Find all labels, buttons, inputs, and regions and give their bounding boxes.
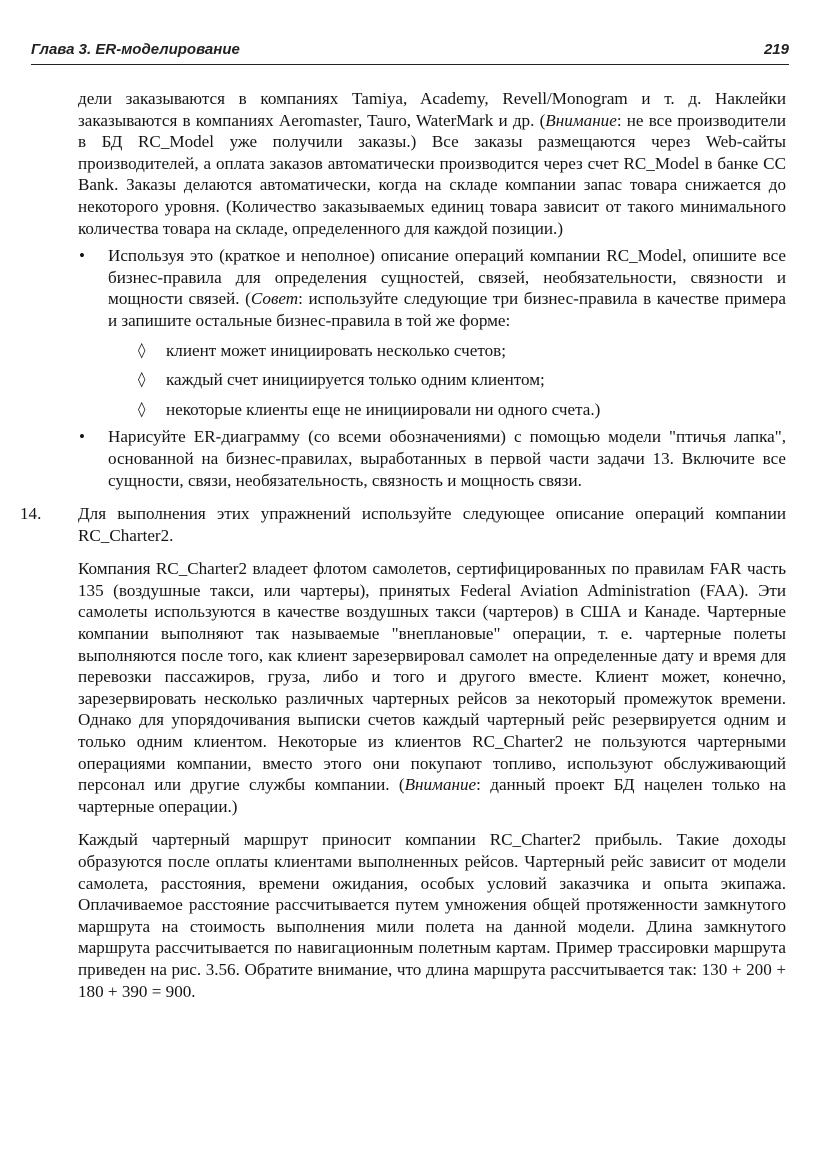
charter-text-1b: : данный проект БД нацелен только на чартерные операции.) (78, 775, 787, 816)
intro-text-1: дели заказываются в компаниях Tamiya, Academy, Revell/Monogram и т. д. Наклейки заказываются в компаниях Aeromaster, Tauro, WaterMark и др. ( (78, 89, 786, 130)
bullet-item-er-diagram (78, 426, 786, 491)
body-text (20, 88, 787, 1002)
bullet1-text-1: Используя это (краткое и неполное) описание операций компании RC_Model, опишите все бизнес-правила для определения сущностей, связей, необязательности, связности и мощности связей. ( (108, 246, 786, 309)
chapter-title: Глава 3. ER-моделирование (31, 41, 240, 58)
tip-label: Совет (250, 289, 299, 309)
intro-text-2: : не все производители в БД RC_Model уже получили заказы.) Все заказы размещаются через Web-сайты производителей, а оплата заказов автоматически производится через счет RC_Model в банке CC Bank. Заказы делаются автоматически, когда на складе компании запас товара снижается до некоторого уровня. (Количество заказываемых единиц товара зависит от такого минимального количества товара на складе, определенного для каждой позиции.) (78, 110, 786, 238)
bullet-marker: • (79, 246, 85, 266)
bullet-text (108, 245, 786, 331)
sub-list-item (108, 399, 786, 421)
sub-list-item (108, 340, 786, 362)
bullet1-text-2: : используйте следующие три бизнес-правила в качестве примера и запишите остальные бизнес-правила в той же форме: (108, 289, 786, 330)
intro-paragraph (78, 88, 786, 239)
exercise-intro: Для выполнения этих упражнений используйте следующее описание операций компании RC_Charter2. (78, 504, 786, 545)
note-label: Внимание (545, 110, 617, 130)
bullet2-text: Нарисуйте ER-диаграмму (со всеми обозначениями) с помощью модели "птичья лапка", основанной на бизнес-правилах, выработанных в первой части задачи 13. Включите все сущности, связи, необязательность, связность и мощность связи. (108, 427, 786, 490)
charter-paragraph-1 (78, 558, 786, 817)
charter-paragraph-2: Каждый чартерный маршрут приносит компании RC_Charter2 прибыль. Такие доходы образуются после оплаты клиентами выполненных рейсов. Чартерный рейс зависит от модели самолета, расстояния, времени ожидания, особых условий заказчика и опыта экипажа. Оплачиваемое расстояние рассчитывается путем умножения общей протяженности замкнутого маршрута на стоимость выполнения мили полета на данной модели. Длина замкнутого маршрута рассчитывается по навигационным полетным картам. Пример трассировки маршрута приведен на рис. 3.56. Обратите внимание, что длина маршрута рассчитывается так: 130 + 200 + 180 + 390 = 900. (78, 830, 786, 1001)
diamond-marker: ◊ (138, 370, 146, 389)
sub-item-text: некоторые клиенты еще не инициировали ни одного счета.) (166, 399, 601, 419)
sub-item-text: клиент может инициировать несколько счетов; (166, 340, 506, 360)
bullet-marker: • (79, 427, 85, 447)
note-label: Внимание (404, 775, 477, 795)
exercise-14 (20, 503, 786, 1002)
running-head (31, 40, 789, 65)
diamond-marker: ◊ (138, 399, 146, 418)
charter-text-1a: Компания RC_Charter2 владеет флотом самолетов, сертифицированных по правилам FAR часть 135 (воздушные такси, или чартеры), принятых Federal Aviation Administration (FAA). Эти самолеты используются в качестве воздушных такси (чартеров) в США и Канаде. Чартерные компании выполняют так называемые "внеплановые" операции, т. е. чартерные полеты выполняются после того, как клиент зарезервировал самолет на определенные дату и время для перевозки пассажиров, груза, либо и того и другого вместе. Клиент может, конечно, зарезервировать несколько различных чартерных рейсов за некоторый промежуток времени. Однако для упорядочивания выписки счетов каждый чартерный рейс резервируется одним и только одним клиентом. Некоторые из клиентов RC_Charter2 не пользуются чартерными операциями компании, вместо этого они покупают топливо, используют обслуживающий персонал или другие службы компании. ( (78, 559, 786, 795)
exercise-number: 14. (20, 504, 42, 524)
page-number: 219 (763, 41, 789, 58)
diamond-marker: ◊ (138, 340, 146, 359)
sub-list-item (108, 369, 786, 391)
sub-item-text: каждый счет инициируется только одним клиентом; (166, 370, 545, 390)
bullet-item-business-rules (78, 245, 786, 420)
